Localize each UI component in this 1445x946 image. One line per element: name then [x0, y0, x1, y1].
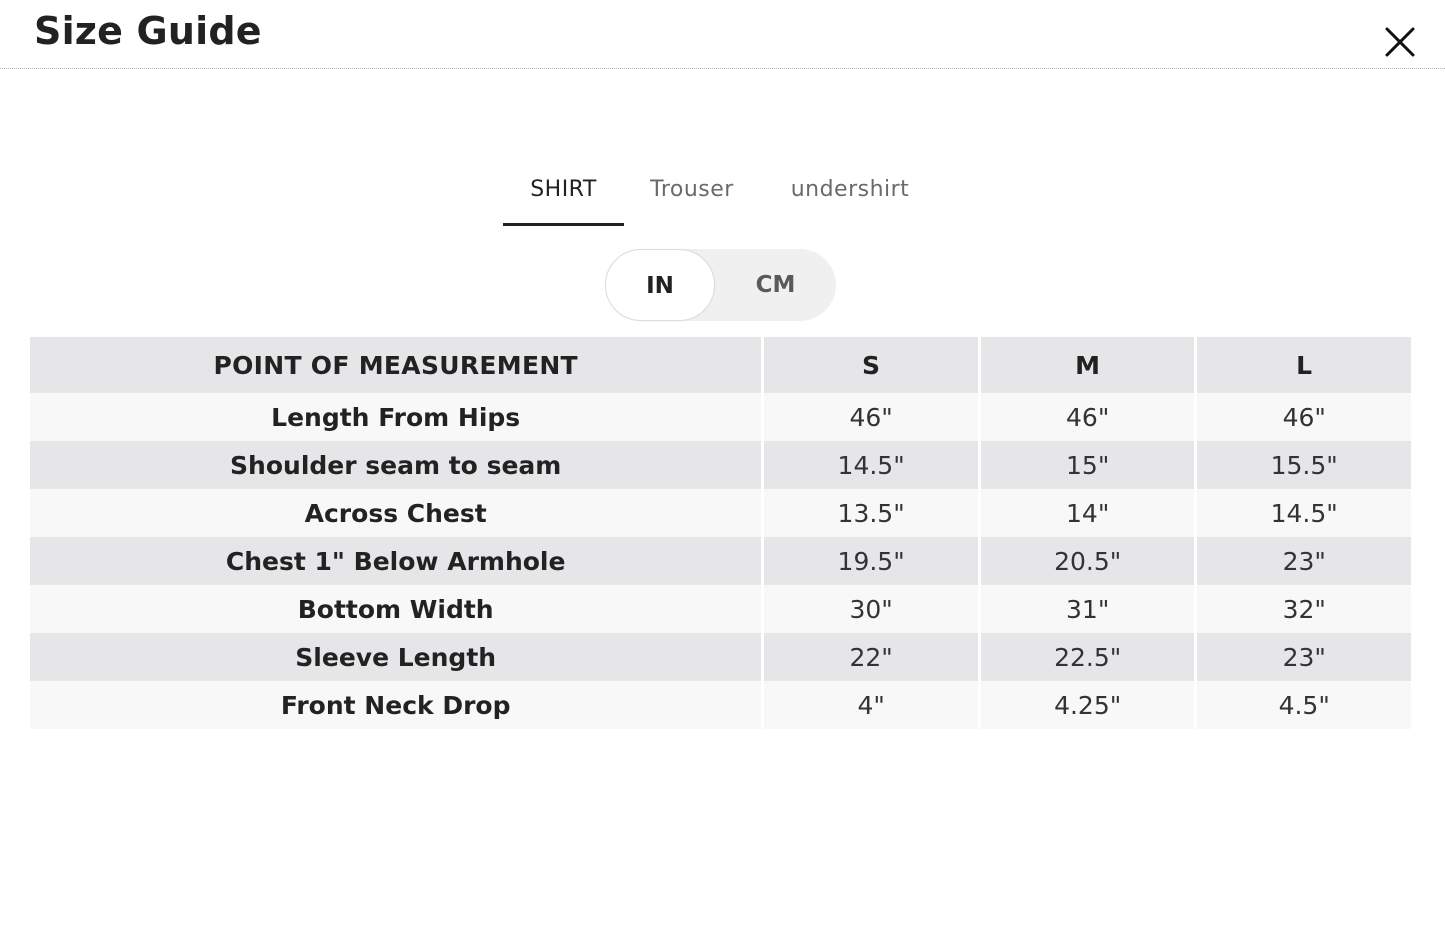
table-row	[30, 681, 1411, 729]
header-size-s: S	[764, 337, 978, 393]
header-size-l: L	[1197, 337, 1411, 393]
size-l-value: 23"	[1197, 633, 1411, 681]
measurement-label: Length From Hips	[30, 393, 761, 441]
close-button[interactable]	[1384, 26, 1416, 58]
table-row	[30, 393, 1411, 441]
size-l-value: 15.5"	[1197, 441, 1411, 489]
table-row	[30, 441, 1411, 489]
size-s-value: 22"	[764, 633, 978, 681]
modal-header	[0, 0, 1445, 69]
size-s-value: 46"	[764, 393, 978, 441]
size-m-value: 15"	[981, 441, 1195, 489]
size-l-value: 14.5"	[1197, 489, 1411, 537]
unit-cm-button[interactable]: CM	[755, 272, 796, 298]
table-row	[30, 489, 1411, 537]
size-m-value: 4.25"	[981, 681, 1195, 729]
unit-toggle	[605, 249, 836, 321]
measurement-label: Across Chest	[30, 489, 761, 537]
tab-undershirt[interactable]: undershirt	[790, 177, 910, 202]
size-m-value: 20.5"	[981, 537, 1195, 585]
size-m-value: 31"	[981, 585, 1195, 633]
measurement-label: Shoulder seam to seam	[30, 441, 761, 489]
tab-shirt[interactable]: SHIRT	[530, 177, 597, 202]
modal-title: Size Guide	[34, 9, 262, 53]
size-chart-table	[27, 337, 1414, 729]
size-l-value: 32"	[1197, 585, 1411, 633]
garment-tabs	[0, 165, 1445, 227]
unit-in-button[interactable]: IN	[605, 249, 715, 321]
table-row	[30, 537, 1411, 585]
active-tab-indicator	[503, 223, 624, 226]
size-m-value: 14"	[981, 489, 1195, 537]
header-point-of-measurement: POINT OF MEASUREMENT	[30, 337, 761, 393]
table-row	[30, 585, 1411, 633]
size-s-value: 13.5"	[764, 489, 978, 537]
size-s-value: 19.5"	[764, 537, 978, 585]
close-icon	[1384, 26, 1416, 58]
size-m-value: 46"	[981, 393, 1195, 441]
tab-trouser[interactable]: Trouser	[650, 177, 734, 202]
measurement-label: Sleeve Length	[30, 633, 761, 681]
size-l-value: 23"	[1197, 537, 1411, 585]
header-size-m: M	[981, 337, 1195, 393]
measurement-label: Bottom Width	[30, 585, 761, 633]
size-s-value: 14.5"	[764, 441, 978, 489]
measurement-label: Front Neck Drop	[30, 681, 761, 729]
size-l-value: 46"	[1197, 393, 1411, 441]
size-s-value: 4"	[764, 681, 978, 729]
table-header-row	[30, 337, 1411, 393]
measurement-label: Chest 1" Below Armhole	[30, 537, 761, 585]
size-l-value: 4.5"	[1197, 681, 1411, 729]
table-row	[30, 633, 1411, 681]
size-s-value: 30"	[764, 585, 978, 633]
size-m-value: 22.5"	[981, 633, 1195, 681]
